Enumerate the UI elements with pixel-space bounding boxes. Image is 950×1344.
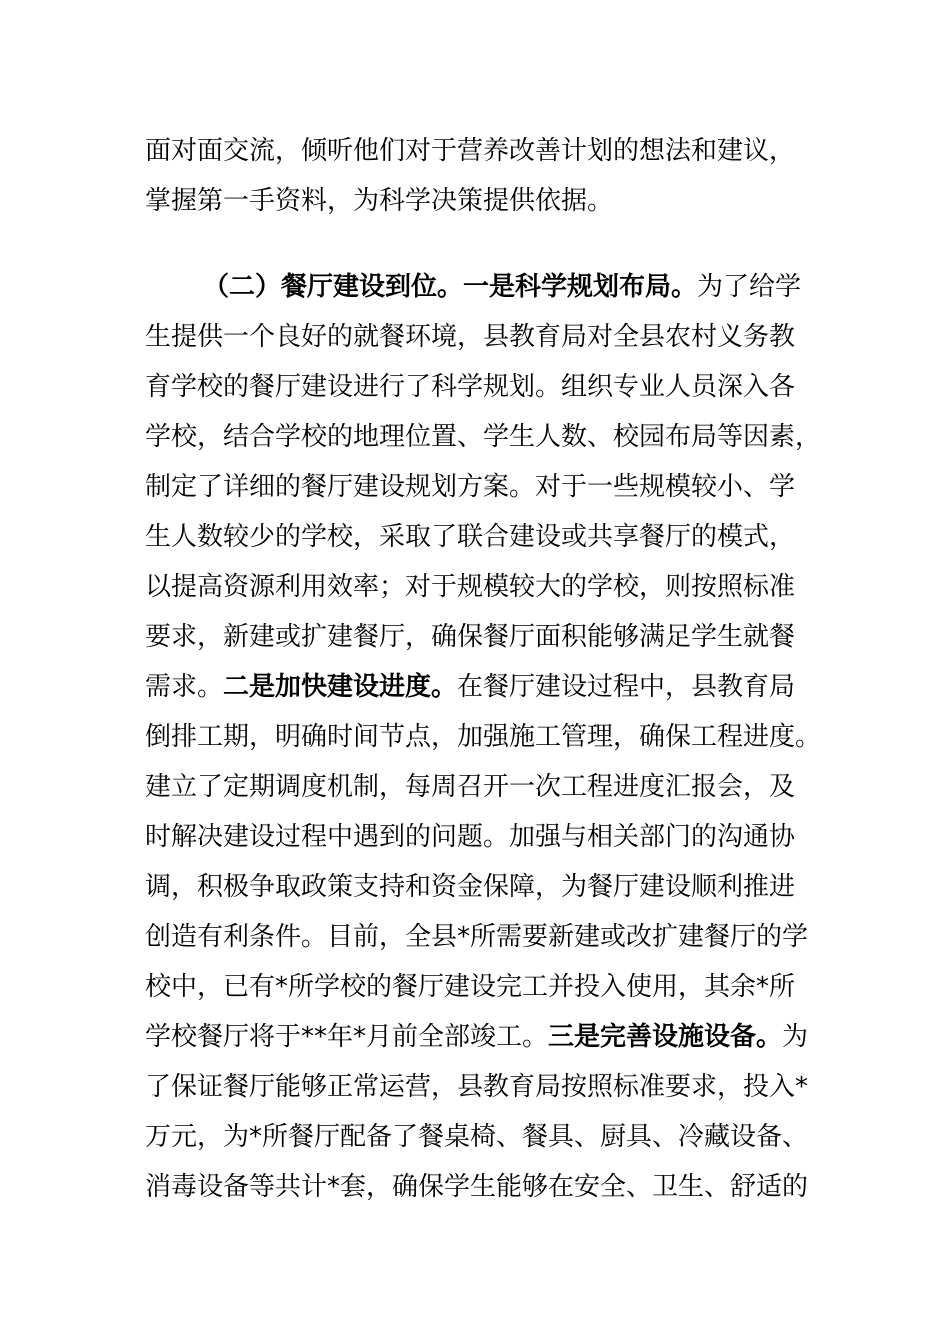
text-line: 校中，已有*所学校的餐厅建设完工并投入使用，其余*所: [145, 972, 796, 1002]
text-line: 时解决建设过程中遇到的问题。加强与相关部门的沟通协: [145, 822, 796, 852]
text-line: 调，积极争取政策支持和资金保障，为餐厅建设顺利推进: [145, 872, 796, 902]
text-line: 消毒设备等共计*套，确保学生能够在安全、卫生、舒适的: [145, 1172, 809, 1202]
text-line: [145, 262, 805, 312]
text-line: 制定了详细的餐厅建设规划方案。对于一些规模较小、学: [145, 472, 796, 502]
text-line: [145, 662, 805, 712]
paragraph-2: [145, 262, 822, 1212]
subsection-heading: 三是完善设施设备。: [548, 1022, 783, 1052]
text-line: 建立了定期调度机制，每周召开一次工程进度汇报会，及: [145, 772, 796, 802]
subsection-heading: 一是科学规划布局。: [463, 272, 698, 302]
text-span: 学校餐厅将于**年*月前全部竣工。: [145, 1022, 549, 1052]
text-span: 在餐厅建设过程中，县教育局: [457, 672, 796, 702]
text-line: 生提供一个良好的就餐环境，县教育局对全县农村义务教: [145, 322, 796, 352]
text-line: 育学校的餐厅建设进行了科学规划。组织专业人员深入各: [145, 372, 796, 402]
text-line: 倒排工期，明确时间节点，加强施工管理，确保工程进度。: [145, 722, 822, 752]
paragraph-1: [145, 126, 805, 226]
text-line: 掌握第一手资料，为科学决策提供依据。: [145, 186, 614, 216]
text-span: 需求。: [145, 672, 224, 702]
text-line: 生人数较少的学校，采取了联合建设或共享餐厅的模式，: [145, 522, 796, 552]
subsection-heading: 二是加快建设进度。: [223, 672, 458, 702]
text-span: 为: [782, 1022, 809, 1052]
text-line: 学校，结合学校的地理位置、学生人数、校园布局等因素，: [145, 422, 822, 452]
text-line: 以提高资源利用效率；对于规模较大的学校，则按照标准: [145, 572, 796, 602]
text-line: [145, 1012, 809, 1062]
text-line: 万元，为*所餐厅配备了餐桌椅、餐具、厨具、冷藏设备、: [145, 1122, 809, 1152]
text-line: 面对面交流，倾听他们对于营养改善计划的想法和建议，: [145, 136, 796, 166]
section-heading: （二）餐厅建设到位。: [203, 272, 464, 302]
text-line: 创造有利条件。目前，全县*所需要新建或改扩建餐厅的学: [145, 922, 809, 952]
text-line: 要求，新建或扩建餐厅，确保餐厅面积能够满足学生就餐: [145, 622, 796, 652]
document-page: [145, 126, 822, 1212]
paragraph-gap: [145, 226, 805, 262]
text-span: 为了给学: [697, 272, 802, 302]
text-line: 了保证餐厅能够正常运营，县教育局按照标准要求，投入*: [145, 1072, 809, 1102]
